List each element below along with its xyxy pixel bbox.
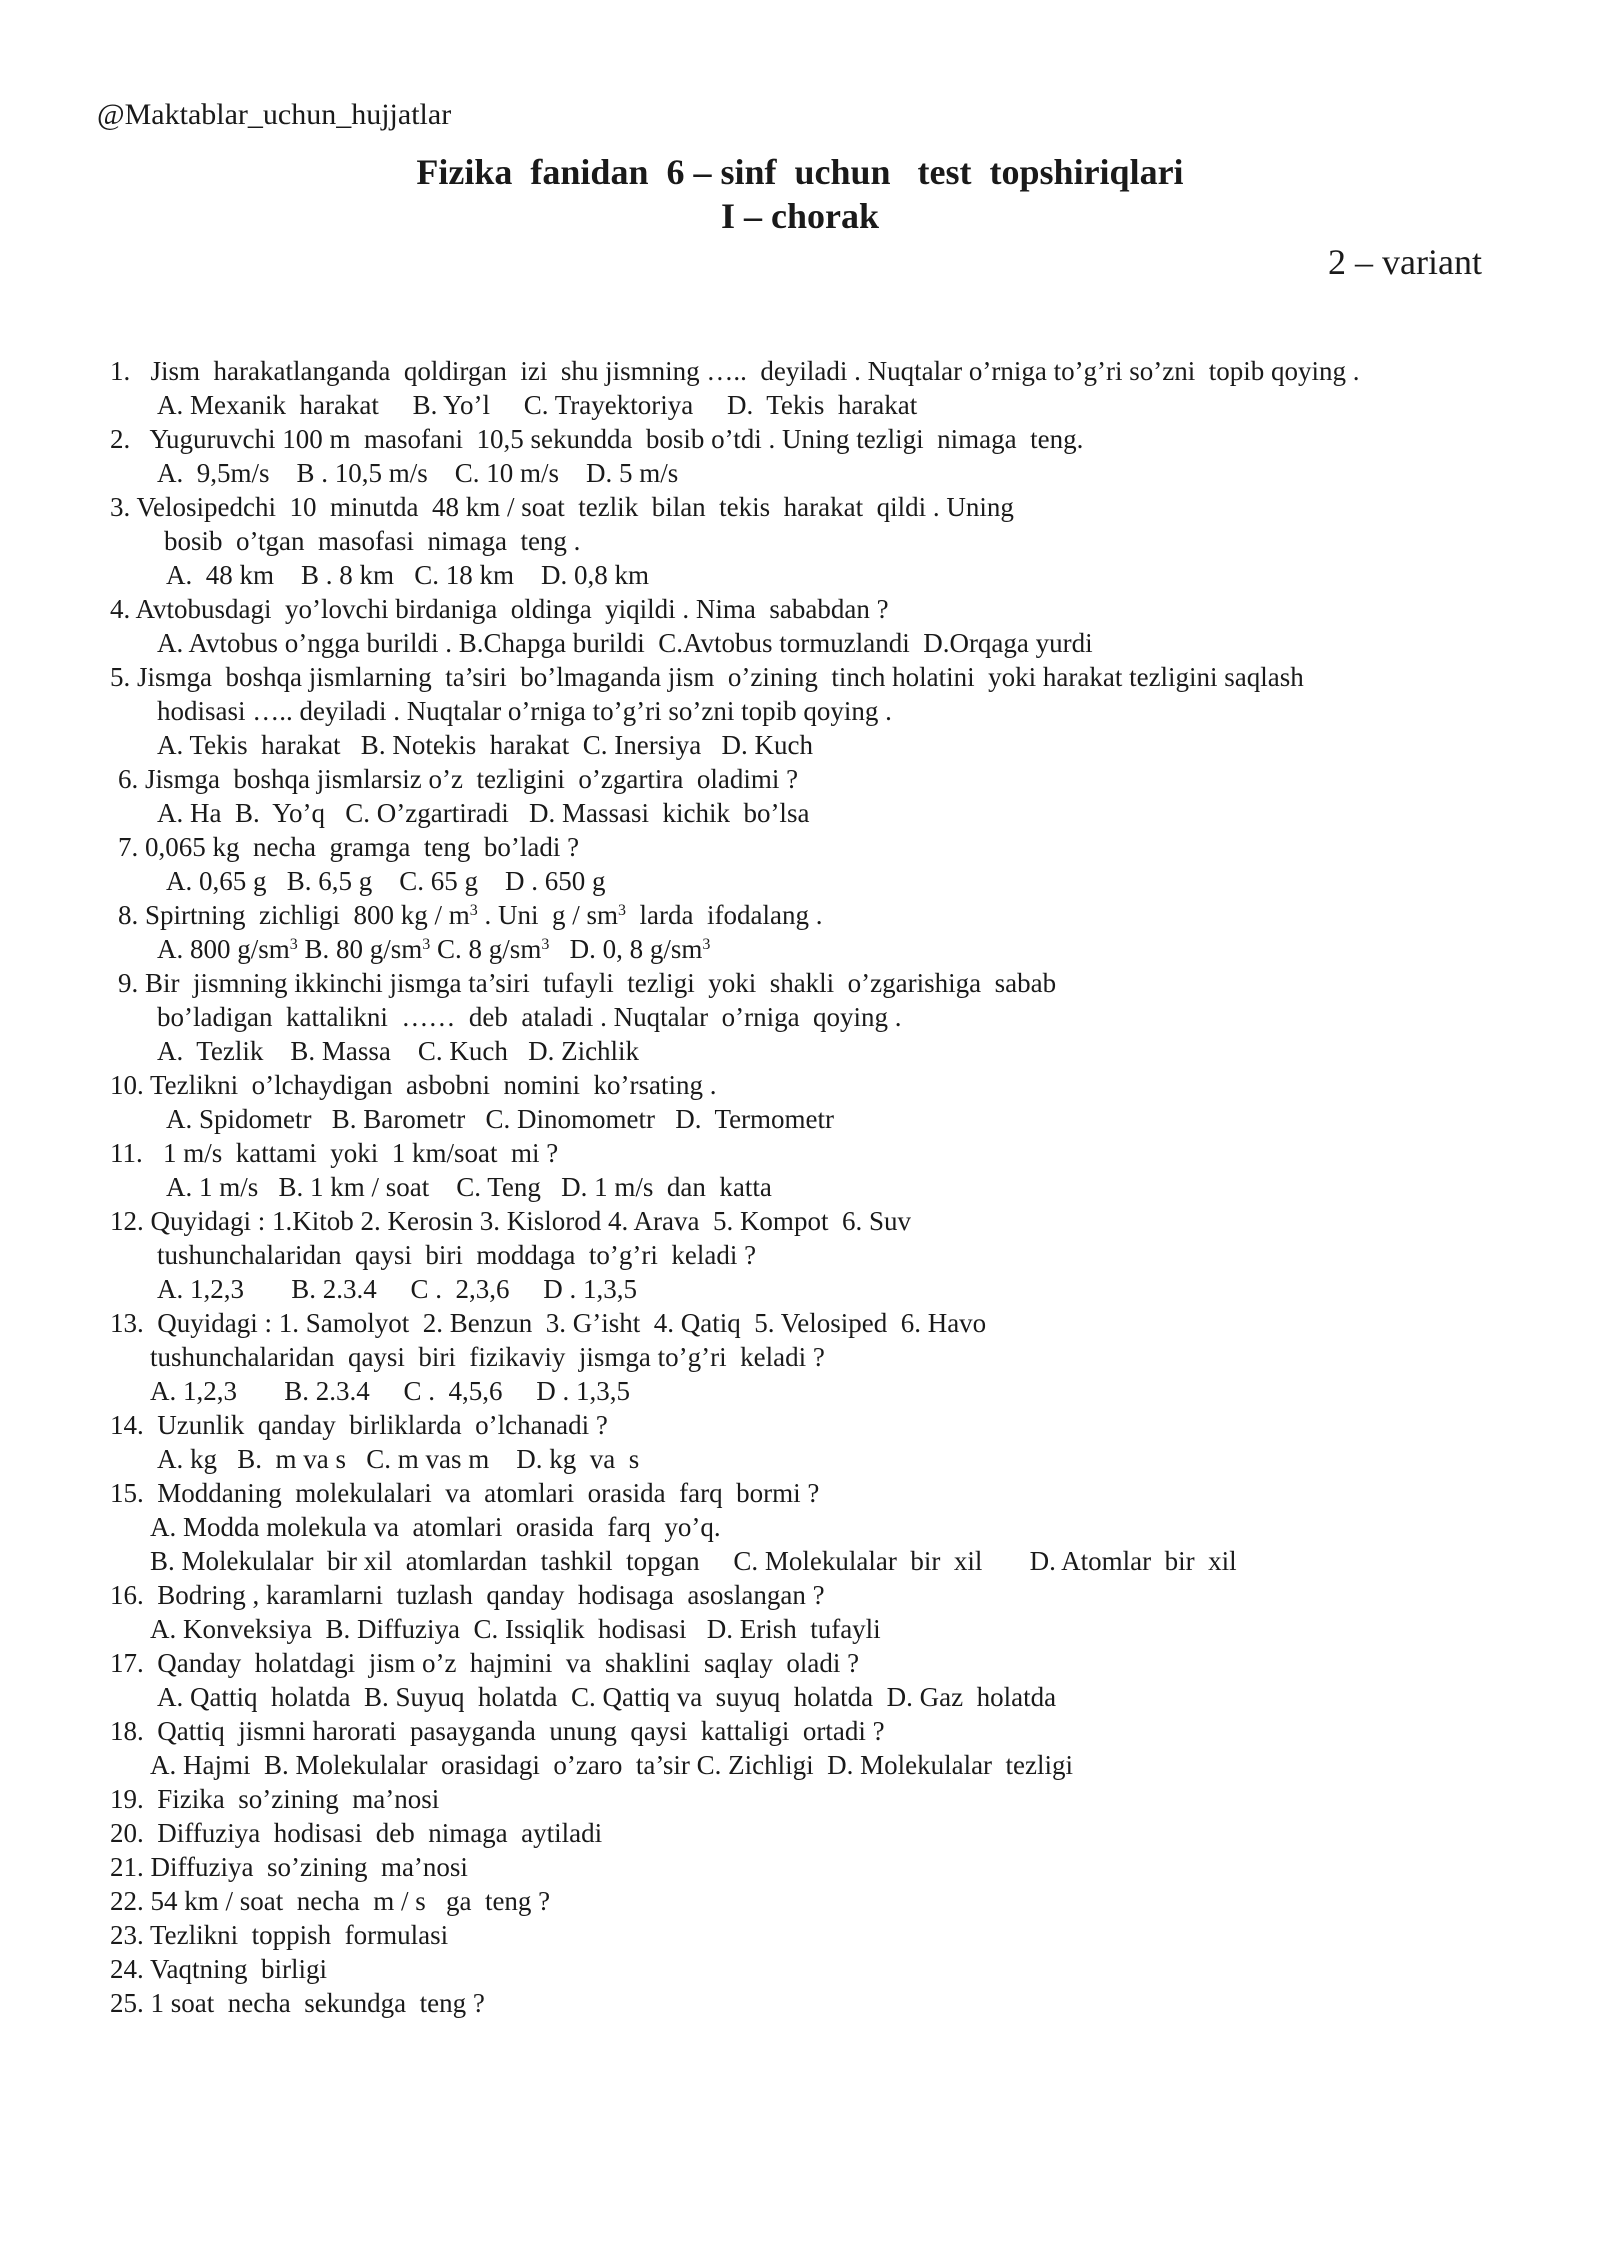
question-text-part: 8. Spirtning zichligi 800 kg / m [118,900,470,930]
variant-label: 2 – variant [1328,242,1482,282]
superscript: 3 [702,936,711,953]
question-text: 6. Jismga boshqa jismlarsiz o’z tezligini o’zgartira oladimi ? [118,764,799,794]
question-text: 22. 54 km / soat necha m / s ga teng ? [110,1886,551,1916]
option-d: D. 0, 8 g/sm [549,934,703,964]
channel-tag: @Maktablar_uchun_hujjatlar [97,98,452,131]
title-block [0,150,1600,238]
option-b: B. 80 g/sm [297,934,423,964]
answer-options: A. Konveksiya B. Diffuziya C. Issiqlik hodisasi D. Erish tufayli [150,1614,881,1644]
answer-options: A. Modda molekula va atomlari orasida farq yo’q. [150,1512,721,1542]
question-text: 9. Bir jismning ikkinchi jismga ta’siri tufayli tezligi yoki shakli o’zgarishiga sabab [118,968,1057,998]
question-text: 17. Qanday holatdagi jism o’z hajmini va shaklini saqlay oladi ? [110,1648,860,1678]
question-text: 7. 0,065 kg necha gramga teng bo’ladi ? [118,832,580,862]
superscript: 3 [422,936,431,953]
question-text-continued: bo’ladigan kattalikni …… deb ataladi . Nuqtalar o’rniga qoying . [157,1002,902,1032]
answer-options: B. Molekulalar bir xil atomlardan tashkil topgan C. Molekulalar bir xil D. Atomlar bir xil [150,1546,1237,1576]
question-text: 4. Avtobusdagi yo’lovchi birdaniga oldinga yiqildi . Nima sababdan ? [110,594,889,624]
question-text: 21. Diffuziya so’zining ma’nosi [110,1852,468,1882]
question-text: 5. Jismga boshqa jismlarning ta’siri bo’lmaganda jism o’zining tinch holatini yoki harakat tezligini saqlash [110,662,1304,692]
superscript: 3 [618,902,627,919]
question-text-part: larda ifodalang . [626,900,823,930]
answer-options: A. 1,2,3 B. 2.3.4 C . 4,5,6 D . 1,3,5 [150,1376,631,1406]
question-text: 23. Tezlikni toppish formulasi [110,1920,449,1950]
answer-options: A. 0,65 g B. 6,5 g C. 65 g D . 650 g [166,866,606,896]
question-text: 25. 1 soat necha sekundga teng ? [110,1988,485,2018]
question-text: 18. Qattiq jismni harorati pasayganda unung qaysi kattaligi ortadi ? [110,1716,885,1746]
question-text: 1. Jism harakatlanganda qoldirgan izi shu jismning ….. deyiladi . Nuqtalar o’rniga to’g’ri so’zni topib qoying . [110,356,1360,386]
superscript: 3 [289,936,298,953]
question-text: 19. Fizika so’zining ma’nosi [110,1784,440,1814]
option-a: A. 800 g/sm [157,934,290,964]
question-text-continued: tushunchalaridan qaysi biri fizikaviy jismga to’g’ri keladi ? [150,1342,825,1372]
answer-options: A. Avtobus o’ngga burildi . B.Chapga burildi C.Avtobus tormuzlandi D.Orqaga yurdi [157,628,1093,658]
question-text-continued: bosib o’tgan masofasi nimaga teng . [164,526,581,556]
option-c: C. 8 g/sm [430,934,542,964]
question-text: 2. Yuguruvchi 100 m masofani 10,5 sekundda bosib o’tdi . Uning tezligi nimaga teng. [110,424,1084,454]
page-title: Fizika fanidan 6 – sinf uchun test topshiriqlari [416,152,1184,192]
question-text-continued: tushunchalaridan qaysi biri moddaga to’g’ri keladi ? [157,1240,757,1270]
question-text: 3. Velosipedchi 10 minutda 48 km / soat tezlik bilan tekis harakat qildi . Uning [110,492,1014,522]
page-subtitle: I – chorak [720,196,879,236]
answer-options: A. Tekis harakat B. Notekis harakat C. Inersiya D. Kuch [157,730,813,760]
answer-options: A. Hajmi B. Molekulalar orasidagi o’zaro ta’sir C. Zichligi D. Molekulalar tezligi [150,1750,1074,1780]
question-text: 12. Quyidagi : 1.Kitob 2. Kerosin 3. Kislorod 4. Arava 5. Kompot 6. Suv [110,1206,911,1236]
question-text: 24. Vaqtning birligi [110,1954,328,1984]
question-text: 20. Diffuziya hodisasi deb nimaga aytiladi [110,1818,603,1848]
answer-options: A. Tezlik B. Massa C. Kuch D. Zichlik [157,1036,640,1066]
answer-options: A. 1,2,3 B. 2.3.4 C . 2,3,6 D . 1,3,5 [157,1274,638,1304]
superscript: 3 [469,902,478,919]
question-text [118,899,822,931]
answer-options: A. Qattiq holatda B. Suyuq holatda C. Qattiq va suyuq holatda D. Gaz holatda [157,1682,1057,1712]
question-text: 13. Quyidagi : 1. Samolyot 2. Benzun 3. G’isht 4. Qatiq 5. Velosiped 6. Havo [110,1308,987,1338]
question-text: 10. Tezlikni o’lchaydigan asbobni nomini ko’rsating . [110,1070,717,1100]
answer-options: A. 1 m/s B. 1 km / soat C. Teng D. 1 m/s dan katta [166,1172,772,1202]
answer-options: A. kg B. m va s C. m vas m D. kg va s [157,1444,640,1474]
answer-options: A. 9,5m/s B . 10,5 m/s C. 10 m/s D. 5 m/s [157,458,679,488]
answer-options: A. Spidometr B. Barometr C. Dinomometr D. Termometr [166,1104,835,1134]
answer-options: A. Ha B. Yo’q C. O’zgartiradi D. Massasi kichik bo’lsa [157,798,810,828]
superscript: 3 [541,936,550,953]
answer-options [157,933,710,965]
answer-options: A. Mexanik harakat B. Yo’l C. Trayektoriya D. Tekis harakat [157,390,918,420]
question-text-part: . Uni g / sm [477,900,619,930]
question-text: 11. 1 m/s kattami yoki 1 km/soat mi ? [110,1138,559,1168]
question-text-continued: hodisasi ….. deyiladi . Nuqtalar o’rniga to’g’ri so’zni topib qoying . [157,696,892,726]
question-text: 15. Moddaning molekulalari va atomlari orasida farq bormi ? [110,1478,820,1508]
question-text: 16. Bodring , karamlarni tuzlash qanday hodisaga asoslangan ? [110,1580,825,1610]
answer-options: A. 48 km B . 8 km C. 18 km D. 0,8 km [166,560,650,590]
question-text: 14. Uzunlik qanday birliklarda o’lchanadi ? [110,1410,608,1440]
